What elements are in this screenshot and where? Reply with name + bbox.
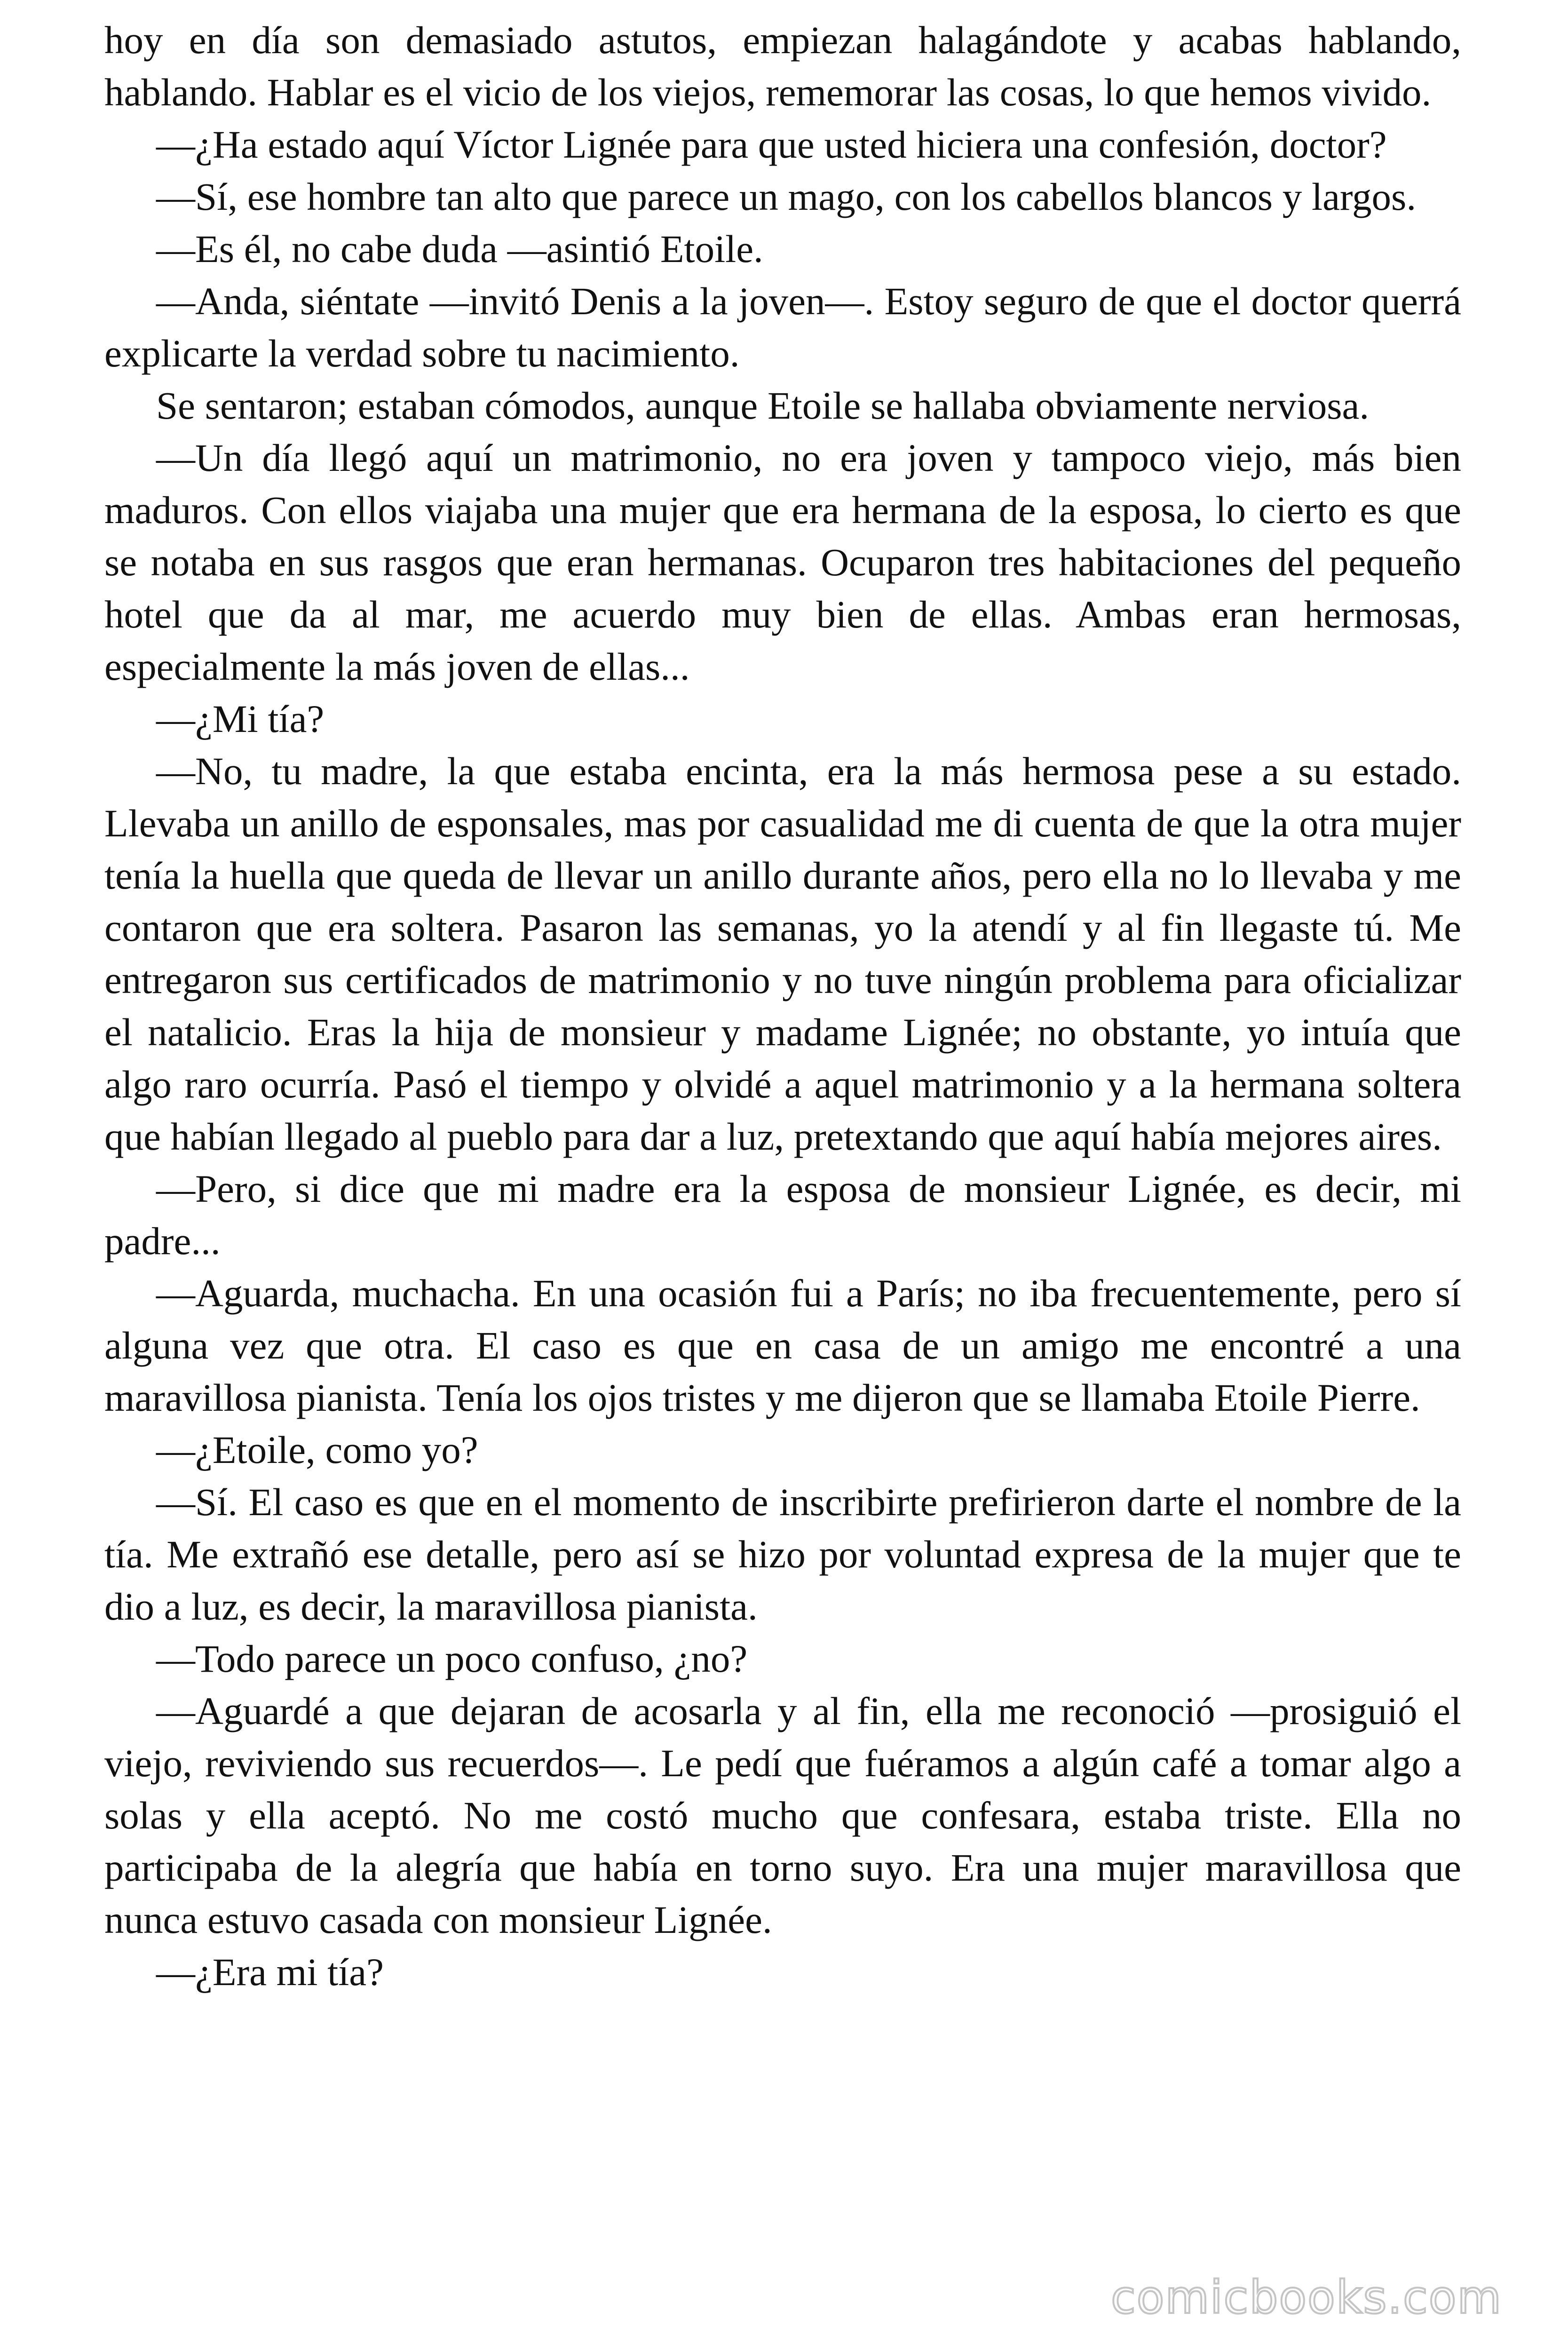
paragraph-3: —Sí, ese hombre tan alto que parece un mago, con los cabellos blancos y largos. bbox=[156, 175, 1417, 218]
paragraph-14: —Todo parece un poco confuso, ¿no? bbox=[156, 1637, 748, 1680]
paragraph-2: —¿Ha estado aquí Víctor Lignée para que usted hiciera una confesión, doctor? bbox=[156, 123, 1387, 166]
paragraph-16: —¿Era mi tía? bbox=[156, 1950, 384, 1994]
paragraph-11: —Aguarda, muchacha. En una ocasión fui a París; no iba frecuentemente, pero sí alguna vez que otra. El caso es que en casa de un amigo me encontré a una maravillosa pianista. Tenía los ojos tristes y me dijeron que se llamaba Etoile Pierre. bbox=[104, 1271, 1461, 1419]
paragraph-6: Se sentaron; estaban cómodos, aunque Etoile se hallaba obviamente nerviosa. bbox=[156, 384, 1370, 427]
paragraph-12: —¿Etoile, como yo? bbox=[156, 1428, 478, 1471]
paragraph-13: —Sí. El caso es que en el momento de inscribirte prefirieron darte el nombre de la tía. Me extrañó ese detalle, pero así se hizo por voluntad expresa de la mujer que te dio a luz, es decir, la maravillosa pianista. bbox=[104, 1480, 1461, 1628]
paragraph-1: hoy en día son demasiado astutos, empiezan halagándote y acabas hablando, hablando. Hablar es el vicio de los viejos, rememorar las cosas, lo que hemos vivido. bbox=[104, 18, 1461, 114]
paragraph-7: —Un día llegó aquí un matrimonio, no era joven y tampoco viejo, más bien maduros. Con ellos viajaba una mujer que era hermana de la esposa, lo cierto es que se notaba en sus rasgos que eran hermanas. Ocuparon tres habitaciones del pequeño hotel que da al mar, me acuerdo muy bien de ellas. Ambas eran hermosas, especialmente la más joven de ellas... bbox=[104, 436, 1461, 688]
page-text bbox=[104, 14, 1461, 1998]
paragraph-10: —Pero, si dice que mi madre era la esposa de monsieur Lignée, es decir, mi padre... bbox=[104, 1167, 1461, 1263]
paragraph-9: —No, tu madre, la que estaba encinta, era la más hermosa pese a su estado. Llevaba un anillo de esponsales, mas por casualidad me di cuenta de que la otra mujer tenía la huella que queda de llevar un anillo durante años, pero ella no lo llevaba y me contaron que era soltera. Pasaron las semanas, yo la atendí y al fin llegaste tú. Me entregaron sus certificados de matrimonio y no tuve ningún problema para oficializar el natalicio. Eras la hija de monsieur y madame Lignée; no obstante, yo intuía que algo raro ocurría. Pasó el tiempo y olvidé a aquel matrimonio y a la hermana soltera que habían llegado al pueblo para dar a luz, pretextando que aquí había mejores aires. bbox=[104, 749, 1461, 1158]
watermark: comicbooks.com bbox=[1110, 2271, 1502, 2324]
paragraph-5: —Anda, siéntate —invitó Denis a la joven—. Estoy seguro de que el doctor querrá explicarte la verdad sobre tu nacimiento. bbox=[104, 279, 1461, 375]
paragraph-4: —Es él, no cabe duda —asintió Etoile. bbox=[156, 227, 763, 270]
paragraph-15: —Aguardé a que dejaran de acosarla y al fin, ella me reconoció —prosiguió el viejo, reviviendo sus recuerdos—. Le pedí que fuéramos a algún café a tomar algo a solas y ella aceptó. No me costó mucho que confesara, estaba triste. Ella no participaba de la alegría que había en torno suyo. Era una mujer maravillosa que nunca estuvo casada con monsieur Lignée. bbox=[104, 1689, 1461, 1941]
paragraph-8: —¿Mi tía? bbox=[156, 697, 325, 740]
